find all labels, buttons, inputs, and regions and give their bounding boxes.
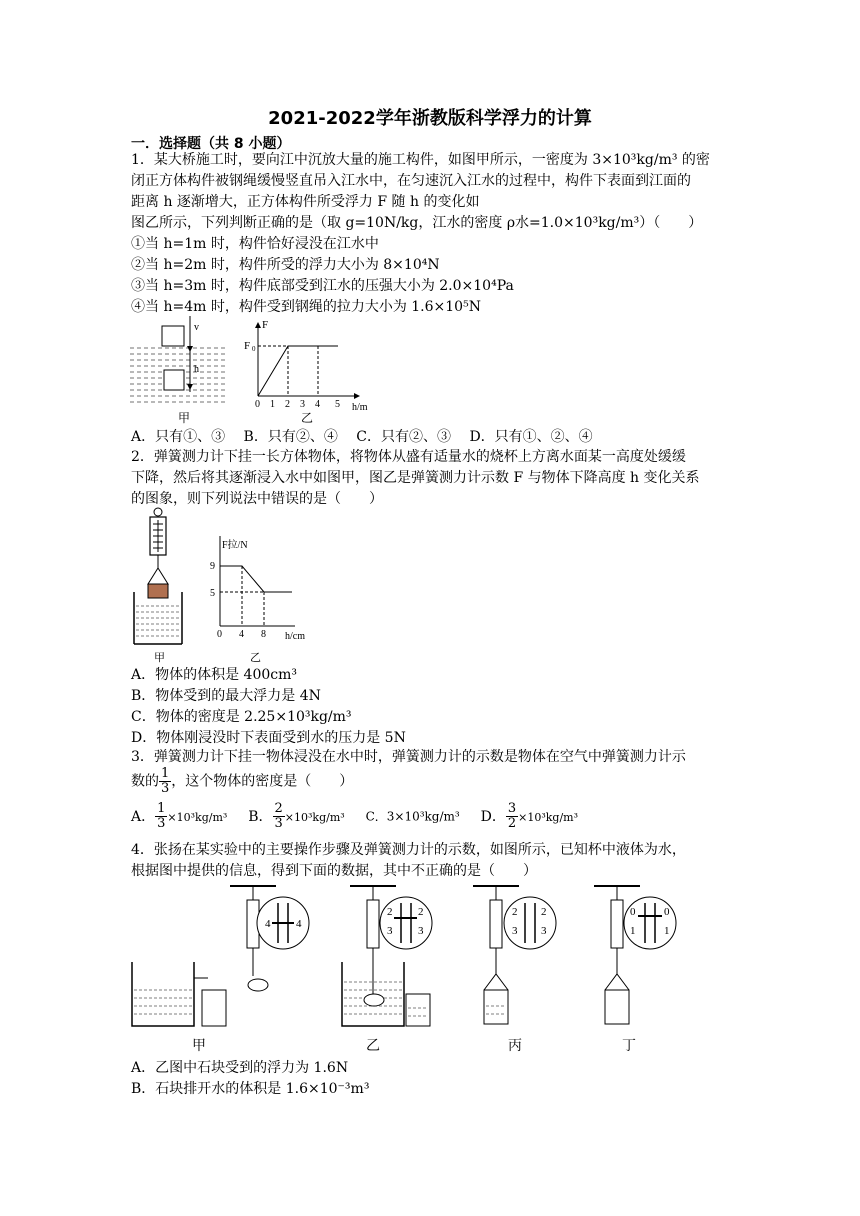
svg-text:h/m: h/m: [352, 402, 368, 413]
section-heading: 一．选择题（共 8 小题）: [131, 136, 291, 152]
q4-figure: [128, 878, 688, 1058]
q4-line-1: 4．张扬在某实验中的主要操作步骤及弹簧测力计的示数，如图所示，已知杯中液体为水，: [131, 842, 686, 858]
q1-figure: [128, 314, 388, 428]
svg-text:甲: 甲: [154, 652, 165, 664]
q2-graph: [210, 536, 305, 664]
svg-text:4: 4: [265, 918, 271, 930]
q2-beaker-icon: [134, 592, 182, 644]
q4-setup-yi: [342, 886, 432, 1054]
q4-option-a: A．乙图中石块受到的浮力为 1.6N: [131, 1060, 349, 1076]
svg-text:2: 2: [387, 906, 393, 918]
q3-line-1: 3．弹簧测力计下挂一物体浸没在水中时，弹簧测力计的示数是物体在空气中弹簧测力计示: [131, 749, 686, 765]
q3-option-b: B． $\frac{2}{3}$ ×10³kg/m³: [248, 801, 345, 831]
q4-line-2: 根据图中提供的信息，得到下面的数据，其中不正确的是（ ）: [131, 863, 537, 879]
q3-choices: [131, 802, 578, 831]
q1-line-2: 闭正方体构件被钢绳缓慢竖直吊入江水中，在匀速沉入江水的过程中，构件下表面到江面的: [131, 173, 691, 189]
q1-choices: A．只有①、③ B．只有②、④ C．只有②、③ D．只有①、②、④: [131, 429, 593, 445]
q2-spring-balance-icon: [148, 508, 168, 598]
svg-text:3: 3: [541, 925, 547, 937]
svg-text:h/cm: h/cm: [285, 631, 305, 642]
svg-text:9: 9: [210, 561, 215, 572]
svg-text:3: 3: [418, 925, 424, 937]
svg-text:2: 2: [418, 906, 424, 918]
svg-text:5: 5: [210, 588, 215, 599]
svg-text:4: 4: [315, 399, 320, 410]
svg-text:5: 5: [335, 399, 340, 410]
svg-text:3: 3: [512, 925, 518, 937]
svg-text:2: 2: [285, 399, 290, 410]
svg-text:2: 2: [512, 906, 518, 918]
q2-line-2: 下降，然后将其逐渐浸入水中如图甲，图乙是弹簧测力计示数 F 与物体下降高度 h 变化关系: [131, 470, 700, 486]
q1-block-bottom: [164, 370, 184, 390]
q2-option-a: A．物体的体积是 400cm³: [131, 667, 298, 683]
svg-text:1: 1: [270, 399, 275, 410]
q1-line-3: 距离 h 逐渐增大，正方体构件所受浮力 F 随 h 的变化如: [131, 194, 480, 210]
q1-statement-1: ①当 h=1m 时，构件恰好浸没在江水中: [131, 236, 379, 252]
svg-text:4: 4: [296, 918, 302, 930]
q3-option-a: A． $\frac{1}{3}$ ×10³kg/m³: [131, 801, 228, 831]
q1-statement-2: ②当 h=2m 时，构件所受的浮力大小为 8×10⁴N: [131, 257, 440, 273]
q1-fig-jia: 甲: [178, 411, 191, 425]
svg-text:0: 0: [255, 399, 260, 410]
q1-graph: [244, 319, 368, 425]
q3-option-c: C．3×10³kg/m³: [365, 809, 460, 824]
q4-setup-jia: [132, 886, 309, 1054]
q1-block-top: [162, 326, 184, 346]
q2-line-1: 2．弹簧测力计下挂一长方体物体，将物体从盛有适量水的烧杯上方离水面某一高度处缓缓: [131, 449, 686, 465]
q4-setup-ding: [594, 886, 676, 1054]
q1-v-label: v: [194, 322, 199, 333]
svg-text:丙: 丙: [508, 1039, 522, 1054]
q3-option-d: D． $\frac{3}{2}$ ×10³kg/m³: [480, 801, 579, 831]
svg-text:乙: 乙: [301, 411, 314, 425]
q2-line-3: 的图象，则下列说法中错误的是（ ）: [131, 491, 383, 507]
svg-text:1: 1: [664, 925, 670, 937]
q3-line-2: 数的 $\frac{1}{3}$ ，这个物体的密度是（ ）: [131, 766, 354, 796]
q1-statement-3: ③当 h=3m 时，构件底部受到江水的压强大小为 2.0×10⁴Pa: [131, 278, 514, 294]
svg-text:0: 0: [252, 345, 256, 353]
q4-setup-bing: [473, 886, 556, 1054]
q2-option-b: B．物体受到的最大浮力是 4N: [131, 688, 321, 704]
svg-text:F: F: [244, 340, 251, 352]
svg-text:乙: 乙: [250, 652, 261, 664]
page-title: 2021-2022学年浙教版科学浮力的计算: [268, 108, 592, 129]
svg-text:0: 0: [664, 906, 670, 918]
q2-figure: [130, 506, 320, 666]
svg-text:3: 3: [300, 399, 305, 410]
svg-text:2: 2: [541, 906, 547, 918]
q2-option-d: D．物体刚浸没时下表面受到水的压力是 5N: [131, 730, 406, 746]
svg-text:1: 1: [630, 925, 636, 937]
q1-line-4: 图乙所示，下列判断正确的是（取 g=10N/kg，江水的密度 ρ水=1.0×10³kg/m³）（ ）: [131, 215, 703, 231]
svg-text:3: 3: [387, 925, 393, 937]
svg-text:F: F: [262, 319, 269, 331]
svg-text:0: 0: [217, 629, 222, 640]
svg-text:甲: 甲: [192, 1039, 206, 1054]
q1-h-label: h: [194, 364, 199, 375]
svg-text:F拉/N: F拉/N: [222, 540, 248, 551]
svg-text:4: 4: [239, 629, 244, 640]
svg-text:乙: 乙: [366, 1039, 380, 1054]
svg-text:丁: 丁: [622, 1039, 636, 1054]
svg-text:8: 8: [261, 629, 266, 640]
q4-option-b: B．石块排开水的体积是 1.6×10⁻³m³: [131, 1081, 370, 1097]
svg-text:0: 0: [630, 906, 636, 918]
q2-option-c: C．物体的密度是 2.25×10³kg/m³: [131, 709, 352, 725]
q1-statement-4: ④当 h=4m 时，构件受到钢绳的拉力大小为 1.6×10⁵N: [131, 299, 481, 315]
q3-fraction: $\frac{1}{3}$: [161, 766, 170, 796]
q1-line-1: 1．某大桥施工时，要向江中沉放大量的施工构件，如图甲所示，一密度为 3×10³kg/m³ 的密: [131, 152, 710, 168]
